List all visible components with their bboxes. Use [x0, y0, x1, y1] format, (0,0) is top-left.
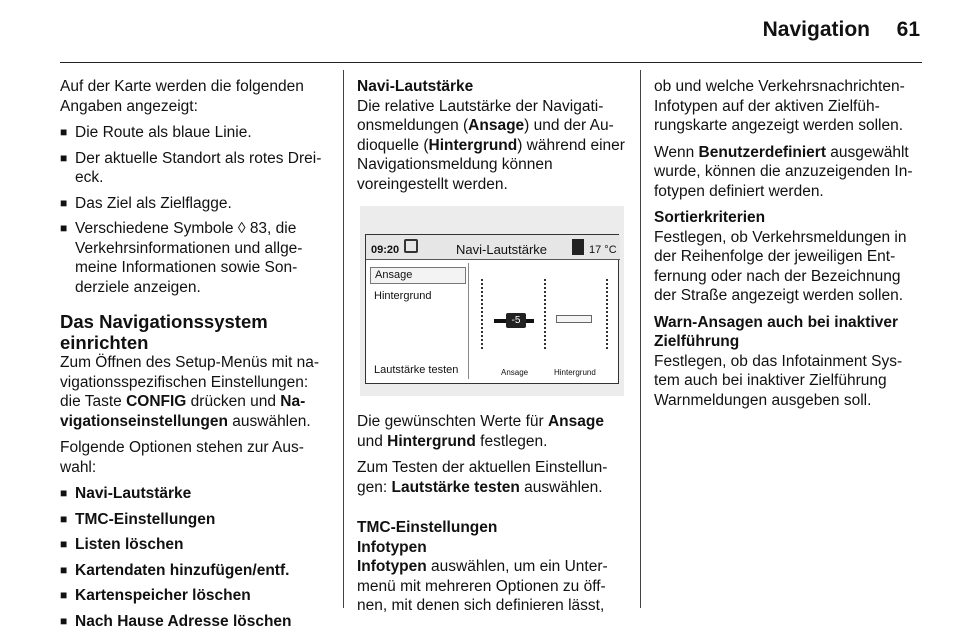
menu-item-test[interactable]: Lautstärke testen: [374, 364, 459, 376]
scale-dots: [481, 279, 483, 349]
page-header: [0, 0, 960, 60]
text: auswählen, um ein Unter-menü mit mehreren Optionen zu öff-nen, mit denen sich definieren lässt,: [357, 558, 608, 614]
term: Hintergrund: [387, 432, 476, 450]
subsection-heading: TMC-Einstellungen: [357, 519, 498, 536]
option-label: Kartendaten hinzufügen/entf.: [75, 561, 290, 579]
text: ) während einer Navigationsmeldung können voreingestellt werden.: [357, 136, 625, 193]
clock-time: 09:20: [371, 244, 400, 256]
option-item: [60, 535, 328, 555]
option-item: [60, 561, 328, 581]
text: Zum Testen der aktuellen Einstellun-gen:: [357, 459, 608, 496]
menu-item-ansage[interactable]: Ansage: [370, 267, 466, 284]
column-1: [60, 77, 328, 637]
phone-icon: [572, 239, 584, 255]
option-item: [60, 586, 328, 606]
option-label: Nach Hause Adresse löschen: [75, 612, 292, 630]
slider-label-hintergrund: Hintergrund: [554, 368, 596, 377]
scale-dots: [544, 279, 546, 349]
screen-title: Navi-Lautstärke: [456, 242, 548, 257]
text: drücken und: [186, 393, 281, 410]
map-bullet: ■ Das Ziel als Zielflagge.: [60, 194, 328, 214]
sorting-paragraph: Festlegen, ob Verkehrsmeldungen in der Reihenfolge der jeweiligen Ent-fernung oder nach der Bezeichnung der Straße angezeigt werden sollen.: [654, 228, 907, 304]
hintergrund-slider[interactable]: [556, 315, 592, 323]
scale-dots: [606, 279, 608, 349]
option-item: [60, 484, 328, 504]
column-divider-2: [640, 70, 641, 608]
text: ) und der Au-dioquelle (: [357, 117, 614, 154]
option-item: [60, 510, 328, 530]
column-3: [654, 77, 924, 417]
option-label: Navi-Lautstärke: [75, 485, 192, 502]
continuation-paragraph: ob und welche Verkehrsnachrichten-Infotypen auf der aktiven Zielfüh-rungskarte angezeigt werden sollen.: [654, 78, 905, 134]
term: Ansage: [547, 413, 604, 430]
option-label: Listen löschen: [75, 536, 184, 553]
column-2: [357, 77, 625, 623]
text: Wenn: [654, 143, 699, 161]
page-title: Navigation: [762, 18, 870, 41]
temperature: 17 °C: [589, 244, 617, 256]
term: Benutzerdefiniert: [698, 143, 826, 161]
text: auswählen.: [227, 412, 311, 430]
term: Infotypen: [357, 558, 427, 575]
column-divider-1: [343, 70, 344, 608]
term: Ansage: [468, 117, 525, 134]
map-bullet: ■ Verschiedene Symbole ◊ 83, die Verkehrsinformationen und allge-meine Informationen sowie Son-derziele anzeigen.: [60, 219, 328, 297]
section-heading: Das Navigationssystem einrichten: [60, 311, 268, 353]
text: Zum Öffnen des Setup-Menüs mit na-vigationsspezifischen Einstellungen: die Taste: [60, 354, 320, 410]
text: auswählen.: [519, 478, 603, 496]
option-label: Kartenspeicher löschen: [75, 587, 251, 604]
text: Die relative Lautstärke der Navigati-onsmeldungen (: [357, 97, 604, 134]
text: und: [357, 432, 388, 450]
text: ausgewählt wurde, können die anzuzeigenden In-fotypen definiert werden.: [654, 143, 913, 200]
spacer: [357, 504, 625, 518]
volume-paragraph: [357, 97, 625, 195]
term: Lautstärke testen: [391, 478, 520, 496]
infotypen-paragraph: [357, 557, 625, 616]
sub-subheading: Warn-Ansagen auch bei inaktiver Zielführung: [654, 313, 899, 350]
config-key: CONFIG: [126, 393, 187, 410]
values-paragraph: [357, 412, 625, 451]
option-item: [60, 612, 328, 632]
text: festlegen.: [475, 432, 548, 450]
map-bullet: ■ Die Route als blaue Linie.: [60, 123, 328, 143]
setup-paragraph: [60, 353, 328, 431]
option-label: TMC-Einstellungen: [75, 510, 216, 528]
text: Die gewünschten Werte für: [357, 413, 548, 430]
warning-paragraph: Festlegen, ob das Infotainment Sys-tem auch bei inaktiver Zielführung Warnmeldungen ausgeben soll.: [654, 352, 903, 409]
slider-label-ansage: Ansage: [501, 368, 529, 377]
term: Hintergrund: [428, 136, 518, 154]
menu-divider: [468, 263, 469, 379]
map-bullet: ■ Der aktuelle Standort als rotes Drei-eck.: [60, 149, 328, 188]
header-divider: [60, 62, 922, 63]
back-icon: [404, 239, 418, 253]
menu-term: Na-vigationseinstellungen: [60, 393, 306, 430]
page-number: 61: [896, 18, 920, 41]
sub-subheading: Sortierkriterien: [654, 209, 766, 226]
sub-subheading: Infotypen: [357, 538, 427, 556]
ansage-slider-knob[interactable]: -5: [506, 313, 526, 328]
screen-display: [365, 234, 619, 384]
screen-header: [366, 235, 620, 260]
options-intro: Folgende Optionen stehen zur Aus-wahl:: [60, 439, 304, 476]
volume-screenshot: [360, 206, 624, 396]
menu-item-hintergrund[interactable]: Hintergrund: [374, 290, 432, 302]
subsection-heading: Navi-Lautstärke: [357, 78, 474, 95]
custom-paragraph: [654, 143, 924, 202]
test-paragraph: [357, 458, 625, 497]
intro-paragraph: Auf der Karte werden die folgenden Angaben angezeigt:: [60, 78, 304, 115]
